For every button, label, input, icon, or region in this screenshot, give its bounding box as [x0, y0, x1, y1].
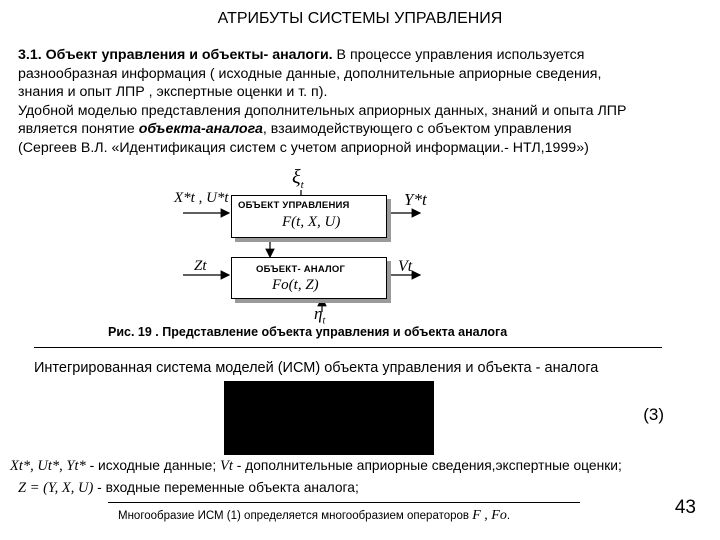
paragraph-line-2: разнообразная информация ( исходные данные, дополнительные априорные сведения,	[18, 65, 602, 82]
paragraph-line-5-post: , взаимодействующего с объектом управления	[262, 121, 572, 138]
analog-object-label: ОБЪЕКТ- АНАЛОГ	[256, 264, 346, 275]
footer-end: .	[506, 510, 511, 522]
footer-line	[118, 508, 510, 524]
paragraph-line-6: (Сергеев В.Л. «Идентификация систем с учетом априорной информации.- НТЛ,1999»)	[18, 139, 589, 156]
page-number: 43	[674, 497, 696, 518]
ism-line: Интегрированная система моделей (ИСМ) объекта управления и объекта - аналога	[34, 360, 599, 376]
paragraph-line-3: знания и опыт ЛПР , экспертные оценки и т. п).	[18, 84, 328, 101]
input-label: X*t , U*t	[174, 190, 229, 206]
legend-text-z: - входные переменные объекта аналога;	[93, 480, 359, 495]
section-heading: 3.1. Объект управления и объекты- аналоги.	[18, 47, 333, 63]
output-label: Y*t	[404, 190, 427, 209]
eta-label: $\eta_t$	[314, 304, 326, 327]
control-object-box	[231, 195, 387, 238]
z-label: Zt	[194, 258, 207, 274]
figure-caption: Рис. 19 . Представление объекта управления и объекта аналога	[108, 325, 508, 339]
control-object-label: ОБЪЕКТ УПРАВЛЕНИЯ	[238, 200, 350, 211]
paragraph-line-1: В процессе управления используется	[332, 47, 585, 63]
equation-image	[224, 381, 434, 455]
legend-line-2	[18, 480, 359, 497]
equation-number: (3)	[643, 405, 664, 424]
divider	[34, 347, 662, 348]
footer-formula: F , Fo	[472, 508, 507, 523]
legend-text-inputs: - исходные данные;	[85, 458, 221, 473]
footer-text: Многообразие ИСМ (1) определяется многообразием операторов	[118, 510, 473, 522]
xi-label: $\xi_t$	[292, 166, 304, 191]
legend-line-1	[10, 458, 622, 475]
analog-object-term: объекта-аналога	[138, 121, 263, 138]
v-label: Vt	[398, 258, 413, 275]
paragraph-line-4: Удобной моделью представления дополнительных априорных данных, знаний и опыта ЛПР	[18, 102, 627, 119]
paragraph-line-5-pre: является понятие	[18, 121, 139, 138]
legend-formula-z: Z = (Y, X, U)	[18, 480, 94, 496]
footer-divider	[108, 502, 580, 503]
analog-object-formula: Fo(t, Z)	[272, 277, 319, 293]
legend-formula-inputs: Xt*, Ut*, Yt*	[10, 458, 86, 474]
control-object-formula: F(t, X, U)	[282, 214, 341, 230]
legend-formula-v: Vt	[220, 458, 233, 474]
slide-title: АТРИБУТЫ СИСТЕМЫ УПРАВЛЕНИЯ	[217, 10, 503, 27]
analog-object-box	[231, 257, 387, 299]
legend-text-v: - дополнительные априорные сведения,экспертные оценки;	[232, 458, 622, 473]
